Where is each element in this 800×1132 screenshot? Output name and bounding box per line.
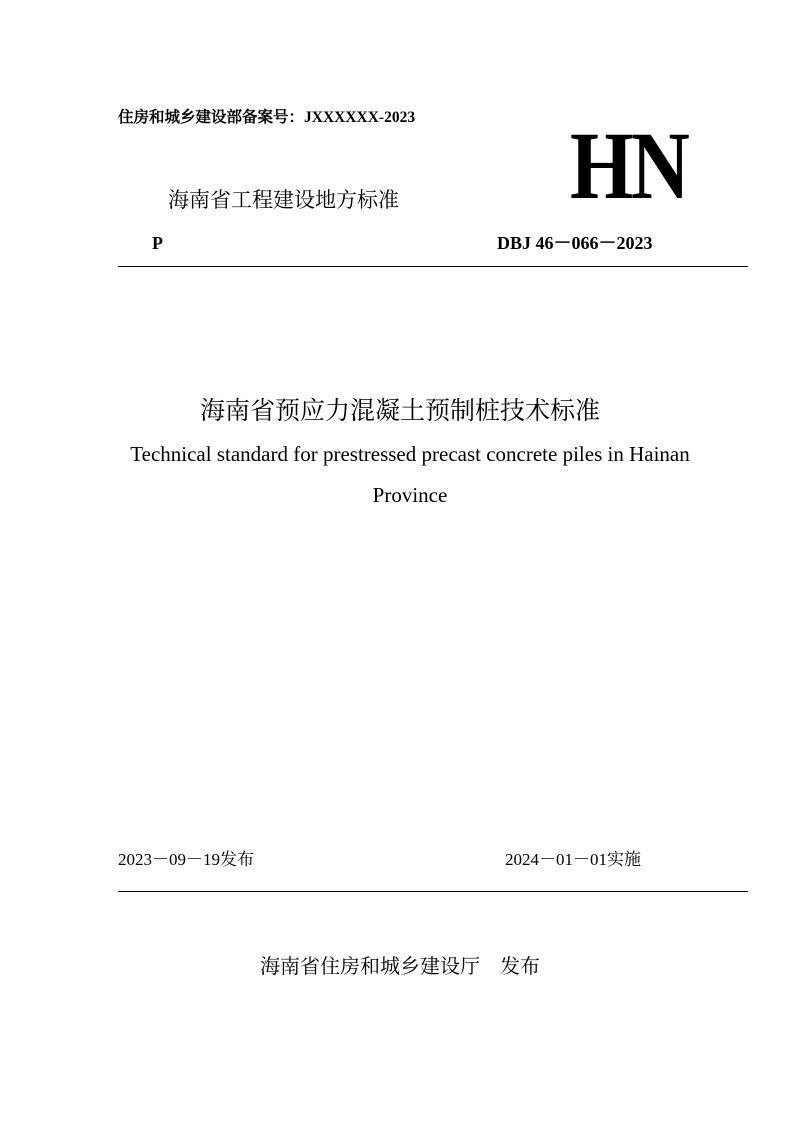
standard-type: 海南省工程建设地方标准 <box>168 188 399 212</box>
title-chinese: 海南省预应力混凝土预制桩技术标准 <box>199 396 600 425</box>
publisher: 海南省住房和城乡建设厅 发布 <box>260 954 540 978</box>
footer-divider <box>118 891 748 892</box>
category-code: P <box>152 233 163 253</box>
record-number: 住房和城乡建设部备案号：JXXXXXX-2023 <box>118 109 416 126</box>
title-english-line1: Technical standard for prestressed precast concrete piles in Hainan <box>130 442 690 466</box>
standard-number: DBJ 46－066－2023 <box>497 233 653 253</box>
title-english-line2: Province <box>372 483 448 507</box>
issue-date: 2023－09－19发布 <box>118 850 254 869</box>
effective-date: 2024－01－01实施 <box>505 850 641 869</box>
header-divider <box>118 266 748 267</box>
hn-logo: HN <box>570 112 688 219</box>
